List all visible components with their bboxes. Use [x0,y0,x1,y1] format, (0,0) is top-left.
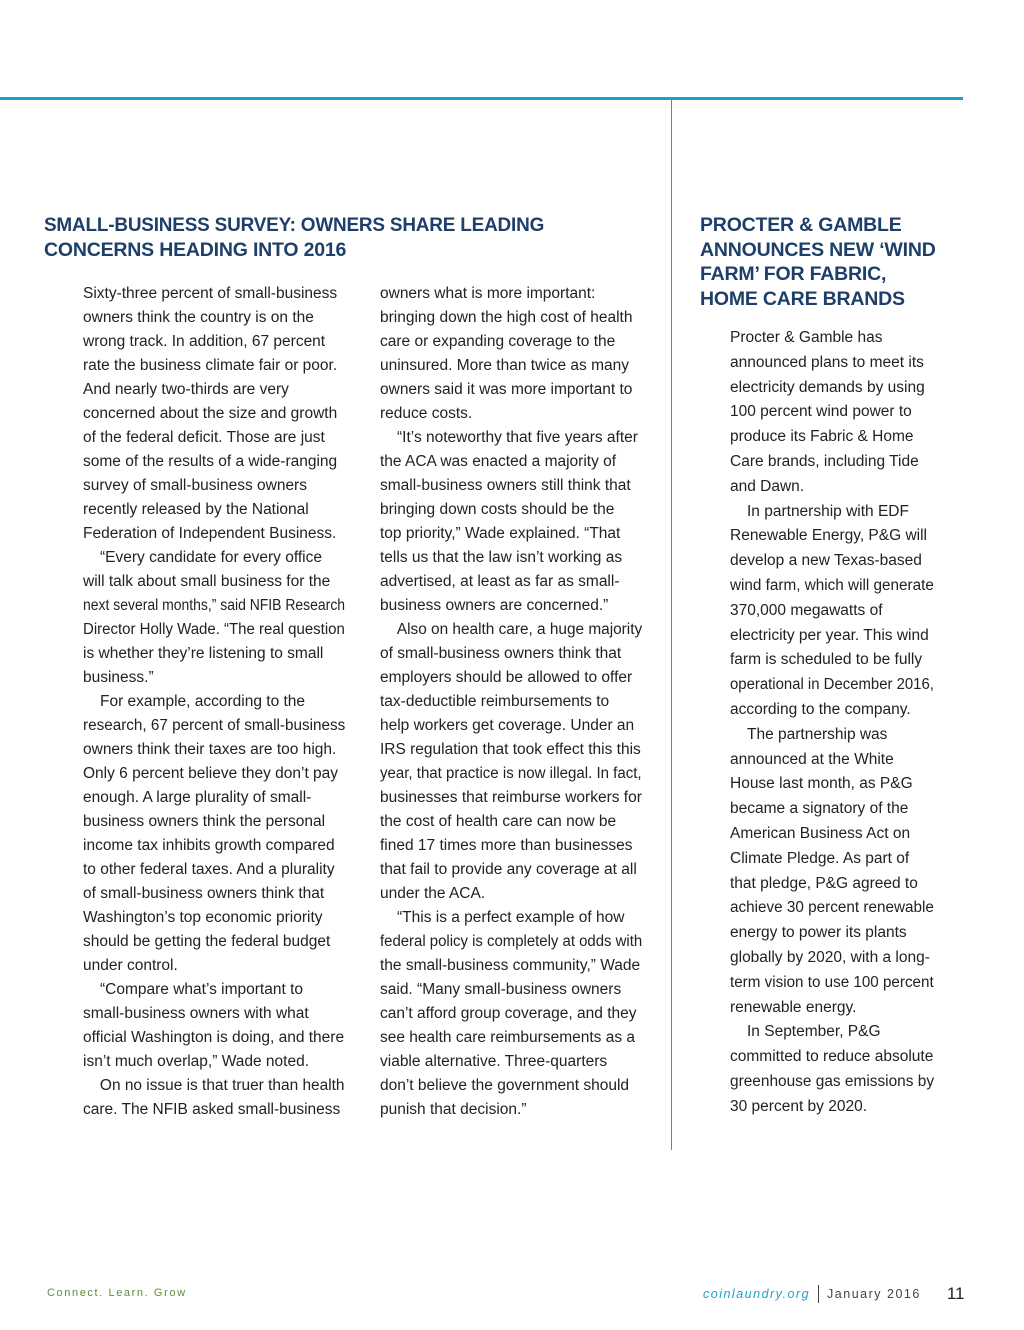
column-divider [671,100,672,1150]
text-line: under the ACA. [380,885,486,902]
text-line: the ACA was enacted a majority of [380,453,617,470]
text-line: American Business Act on [730,824,911,842]
footer-date: January 2016 [827,1287,921,1301]
text-line: is whether they’re listening to small [83,645,324,662]
text-line: businesses that reimburse workers for [380,789,642,806]
text-line: to other federal taxes. And a plurality [83,861,335,878]
text-line: renewable energy. [730,998,857,1016]
text-line: Climate Pledge. As part of [730,849,910,867]
footer-info [703,1282,964,1306]
text-line: 30 percent by 2020. [730,1097,868,1115]
text-line: The partnership was [747,725,888,743]
text-line: achieve 30 percent renewable [730,899,934,917]
headline-line: SMALL-BUSINESS SURVEY: OWNERS SHARE LEADING [44,214,545,236]
text-line: of small-business owners think that [83,885,325,902]
text-line: small-business owners with what [83,1005,309,1022]
text-line: 370,000 megawatts of [730,601,883,619]
text-line: should be getting the federal budget [83,933,331,950]
text-line: In partnership with EDF [747,502,909,520]
text-line: In September, P&G [747,1023,881,1041]
text-line: some of the results of a wide-ranging [83,453,338,470]
text-line: uninsured. More than twice as many [380,357,629,374]
text-line: farm is scheduled to be fully [730,651,923,669]
text-line: develop a new Texas-based [730,552,922,570]
pg-article-column [730,326,942,1120]
text-line: energy to power its plants [730,924,907,942]
text-line: announced plans to meet its [730,353,924,371]
text-line: the cost of health care can now be [380,813,617,830]
text-line: advertised, at least as far as small- [380,573,620,590]
text-line: On no issue is that truer than health [99,1077,345,1094]
text-line: produce its Fabric & Home [730,428,914,446]
text-line: and Dawn. [730,477,805,495]
survey-column-1 [83,282,374,1122]
text-line: Only 6 percent believe they don’t pay [83,765,339,782]
headline-line: CONCERNS HEADING INTO 2016 [44,238,347,261]
text-line: owners said it was more important to [380,381,633,398]
page-number: 11 [946,1284,965,1303]
text-line: employers should be allowed to offer [380,669,633,686]
text-line: concerned about the size and growth [83,405,338,422]
top-rule [0,97,963,100]
text-line: “This is a perfect example of how [397,909,625,926]
headline-line: HOME CARE BRANDS [700,287,905,310]
text-line: survey of small-business owners [83,477,307,494]
headline-line: ANNOUNCES NEW ‘WIND [700,238,936,261]
text-line: the small-business community,” Wade [380,957,641,974]
text-line: electricity per year. This wind [730,626,929,644]
text-line: term vision to use 100 percent [730,973,934,991]
pg-headline [700,213,936,311]
survey-column-2 [380,282,652,1122]
text-line: Washington’s top economic priority [83,909,323,926]
text-line: year, that practice is now illegal. In fact, [380,765,642,782]
text-line: IRS regulation that took effect this this [380,741,641,758]
text-line: that fail to provide any coverage at all [380,861,637,878]
headline-line: FARM’ FOR FABRIC, [700,263,887,285]
text-line: tax-deductible reimbursements to [380,693,610,710]
text-line: bringing down the high cost of health [380,309,633,326]
text-line: business.” [83,669,154,686]
text-line: became a signatory of the [730,800,909,818]
text-line: rate the business climate fair or poor. [83,357,338,374]
text-line: reduce costs. [380,405,473,422]
text-line: according to the company. [730,700,911,718]
footer-tagline: Connect. Learn. Grow [47,1287,187,1299]
text-line: said. “Many small-business owners [380,981,622,998]
text-line: “It’s noteworthy that five years after [397,429,638,446]
text-line: will talk about small business for the [83,573,331,590]
text-line: care or expanding coverage to the [380,333,616,350]
text-line: of small-business owners think that [380,645,622,662]
text-line: Director Holly Wade. “The real question [83,621,345,638]
text-line: Sixty-three percent of small-business [83,285,338,302]
text-line: And nearly two-thirds are very [83,381,289,398]
text-line: wrong track. In addition, 67 percent [83,333,326,350]
footer-separator [818,1285,819,1303]
survey-headline [44,213,559,262]
text-line: fined 17 times more than businesses [380,837,633,854]
text-line: electricity demands by using [730,378,925,396]
text-line: of the federal deficit. Those are just [83,429,325,446]
text-line: business owners think the personal [83,813,326,830]
text-line: owners think their taxes are too high. [83,741,337,758]
text-line: recently released by the National [83,501,309,518]
text-line: globally by 2020, with a long- [730,948,930,966]
text-line: Care brands, including Tide [730,452,919,470]
text-line: small-business owners still think that [380,477,631,494]
text-line: see health care reimbursements as a [380,1029,636,1046]
headline-line: PROCTER & GAMBLE [700,214,902,236]
text-line: owners what is more important: [380,285,596,302]
text-line: Renewable Energy, P&G will [730,527,927,545]
text-line: For example, according to the [100,693,306,710]
text-line: that pledge, P&G agreed to [730,874,918,892]
text-line: can’t afford group coverage, and they [380,1005,637,1022]
footer-site: coinlaundry.org [703,1287,811,1301]
text-line: viable alternative. Three-quarters [380,1053,608,1070]
text-line: wind farm, which will generate [730,576,934,594]
text-line: Also on health care, a huge majority [396,621,643,638]
text-line: bringing down costs should be the [380,501,615,518]
text-line: Federation of Independent Business. [83,525,337,542]
text-line: under control. [83,957,178,974]
text-line: 100 percent wind power to [730,403,912,421]
text-line: owners think the country is on the [83,309,314,326]
text-line: “Compare what’s important to [100,981,304,998]
text-line: next several months,” said NFIB Research [83,597,346,614]
text-line: don’t believe the government should [380,1077,630,1094]
text-line: research, 67 percent of small-business [83,717,346,734]
text-line: income tax inhibits growth compared [83,837,335,854]
text-line: punish that decision.” [380,1101,527,1118]
text-line: help workers get coverage. Under an [380,717,635,734]
text-line: announced at the White [730,750,894,768]
text-line: official Washington is doing, and there [83,1029,345,1046]
text-line: Procter & Gamble has [730,329,883,346]
text-line: greenhouse gas emissions by [730,1072,935,1090]
text-line: federal policy is completely at odds with [380,933,643,950]
text-line: care. The NFIB asked small-business [83,1101,341,1118]
text-line: House last month, as P&G [730,775,913,793]
text-line: isn’t much overlap,” Wade noted. [83,1053,310,1070]
text-line: tells us that the law isn’t working as [380,549,623,566]
text-line: business owners are concerned.” [380,597,609,614]
text-line: operational in December 2016, [730,676,934,694]
text-line: top priority,” Wade explained. “That [380,525,621,542]
text-line: “Every candidate for every office [100,549,322,566]
text-line: committed to reduce absolute [730,1048,934,1066]
text-line: enough. A large plurality of small- [83,789,312,806]
